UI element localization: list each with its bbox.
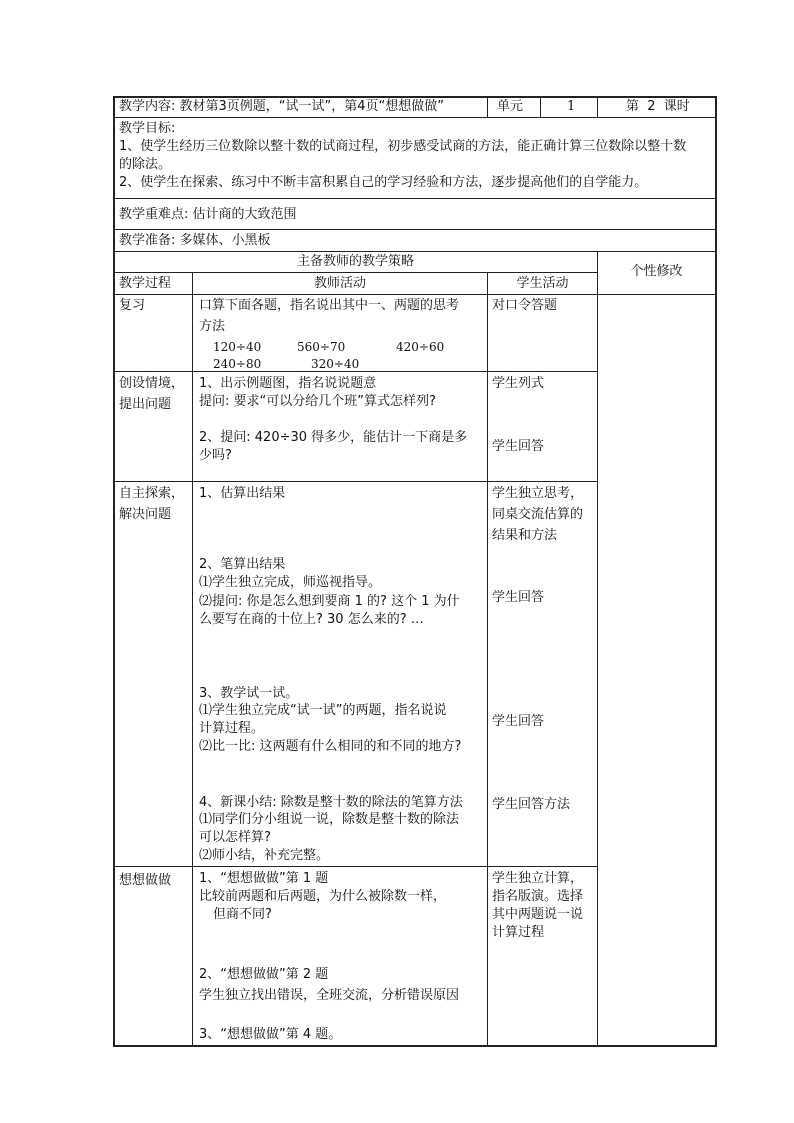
- practice-teacher-3: 但商不同?: [213, 907, 272, 922]
- explore-teacher-6: 3、教学试一试。: [199, 686, 299, 701]
- row-divider: [114, 294, 717, 295]
- col-divider: [192, 272, 193, 1047]
- situation-teacher-2: 提问: 要求“可以分给几个班”算式怎样列?: [199, 394, 436, 409]
- explore-teacher-12: 可以怎样算?: [199, 830, 271, 845]
- calc-item: 240÷80: [213, 357, 262, 371]
- review-student: 对口令答题: [492, 298, 558, 313]
- col-divider: [487, 272, 488, 1047]
- lesson-number: 第 2 课时: [626, 99, 690, 114]
- explore-teacher-4: ⑵提问: 你是怎么想到要商 1 的? 这个 1 为什: [199, 594, 460, 609]
- goal-line-2: 的除法。: [119, 157, 172, 172]
- practice-teacher-2: 比较前两题和后两题，为什么被除数一样，: [199, 889, 447, 904]
- situation-teacher-4: 少吗?: [199, 448, 232, 463]
- row-divider: [114, 198, 717, 199]
- process-review: 复习: [119, 298, 146, 313]
- table-border-bottom: [113, 1045, 717, 1047]
- process-explore-line2: 解决问题: [119, 507, 172, 522]
- main-strategy-heading: 主备教师的教学策略: [296, 254, 414, 269]
- calc-item: 320÷40: [311, 357, 360, 371]
- practice-teacher-6: 3、“想想做做”第 4 题。: [199, 1027, 342, 1042]
- goal-line-3: 2、使学生在探索、练习中不断丰富积累自己的学习经验和方法，逐步提高他们的自学能力。: [119, 175, 648, 190]
- row-divider: [114, 229, 717, 230]
- process-practice: 想想做做: [119, 873, 172, 888]
- explore-student-1: 学生独立思考，: [492, 486, 584, 501]
- practice-teacher-4: 2、“想想做做”第 2 题: [199, 967, 329, 982]
- row-divider: [114, 272, 597, 273]
- lesson-content: 教学内容: 教材第3页例题，“试一试”，第4页“想想做做”: [119, 99, 444, 114]
- explore-teacher-9: ⑵比一比: 这两题有什么相同的和不同的地方?: [199, 739, 462, 754]
- explore-student-6: 学生回答方法: [492, 797, 571, 812]
- explore-student-4: 学生回答: [492, 590, 545, 605]
- explore-student-3: 结果和方法: [492, 528, 558, 543]
- situation-student-2: 学生回答: [492, 439, 545, 454]
- explore-teacher-1: 1、估算出结果: [199, 486, 286, 501]
- col-divider: [540, 96, 541, 118]
- practice-student-1: 学生独立计算，: [492, 871, 584, 886]
- unit-label: 单元: [497, 99, 524, 114]
- review-teacher-line2: 方法: [199, 319, 226, 334]
- calc-item: 560÷70: [297, 340, 346, 354]
- explore-teacher-7: ⑴学生独立完成“试一试”的两题，指名说说: [199, 703, 447, 718]
- personal-edit-heading: 个性修改: [630, 264, 683, 279]
- situation-teacher-1: 1、出示例题图，指名说说题意: [199, 376, 377, 391]
- explore-teacher-10: 4、新课小结: 除数是整十数的除法的笔算方法: [199, 795, 463, 810]
- col-divider: [597, 251, 598, 1047]
- explore-student-5: 学生回答: [492, 714, 545, 729]
- explore-teacher-13: ⑵师小结，补充完整。: [199, 848, 330, 863]
- table-border-right: [715, 96, 717, 1047]
- key-points: 教学重难点: 估计商的大致范围: [119, 207, 297, 222]
- process-situation-line1: 创设情境，: [119, 376, 185, 391]
- review-teacher-line1: 口算下面各题，指名说出其中一、两题的思考: [199, 298, 460, 313]
- process-explore-line1: 自主探索，: [119, 486, 185, 501]
- row-divider: [114, 117, 717, 118]
- row-divider: [114, 481, 597, 482]
- practice-student-4: 计算过程: [492, 925, 545, 940]
- situation-student-1: 学生列式: [492, 376, 545, 391]
- goals-title: 教学目标:: [119, 121, 176, 136]
- unit-value: 1: [567, 99, 576, 114]
- situation-teacher-3: 2、提问: 420÷30 得多少，能估计一下商是多: [199, 430, 468, 445]
- explore-teacher-3: ⑴学生独立完成，师巡视指导。: [199, 575, 382, 590]
- process-situation-line2: 提出问题: [119, 397, 172, 412]
- table-border-left: [113, 96, 115, 1047]
- teacher-heading: 教师活动: [313, 276, 366, 291]
- explore-teacher-11: ⑴同学们分小组说一说，除数是整十数的除法: [199, 812, 460, 827]
- row-divider: [114, 866, 597, 867]
- practice-student-3: 其中两题说一说: [492, 907, 584, 922]
- student-heading: 学生活动: [516, 276, 569, 291]
- practice-student-2: 指名版演。选择: [492, 889, 584, 904]
- col-divider: [597, 96, 598, 118]
- col-divider: [487, 96, 488, 118]
- calc-item: 120÷40: [213, 340, 262, 354]
- practice-teacher-1: 1、“想想做做”第 1 题: [199, 871, 329, 886]
- explore-teacher-2: 2、笔算出结果: [199, 557, 286, 572]
- calc-item: 420÷60: [396, 340, 445, 354]
- preparation: 教学准备: 多媒体、小黑板: [119, 233, 271, 248]
- practice-teacher-5: 学生独立找出错误，全班交流，分析错误原因: [199, 988, 460, 1003]
- explore-student-2: 同桌交流估算的: [492, 507, 584, 522]
- goal-line-1: 1、使学生经历三位数除以整十数的试商过程，初步感受试商的方法，能正确计算三位数除以整十数: [119, 139, 687, 154]
- explore-teacher-8: 计算过程。: [199, 721, 265, 736]
- process-heading: 教学过程: [119, 276, 172, 291]
- explore-teacher-5: 么要写在商的十位上? 30 怎么来的? …: [199, 612, 424, 627]
